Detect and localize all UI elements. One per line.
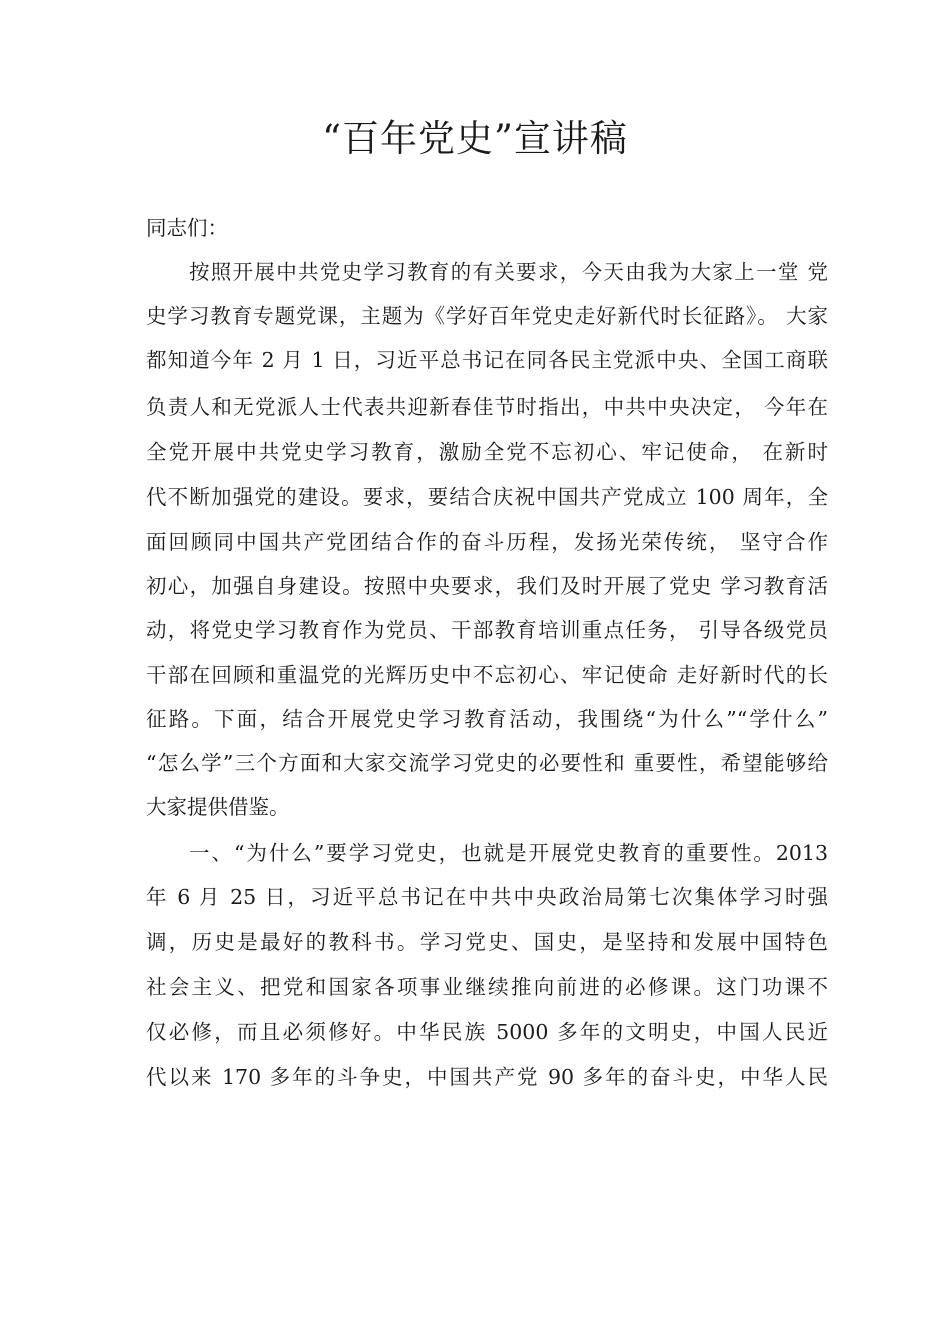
body-line: 都知道今年 2 月 1 日，习近平总书记在同各民主党派中央、全国工商联 [146,348,828,372]
body-line: 代以来 170 多年的斗争史，中国共产党 90 多年的奋斗史，中华人民 [146,1065,828,1089]
body-line: 社会主义、把党和国家各项事业继续推向前进的必修课。这门功课不 [146,975,828,999]
body-line: 动，将党史学习教育作为党员、干部教育培训重点任务， 引导各级党员 [146,618,828,642]
body-line: 大家提供借鉴。 [146,795,290,819]
body-line: 调，历史是最好的教科书。学习党史、国史，是坚持和发展中国特色 [146,930,828,954]
body-line: 面回顾同中国共产党团结合作的奋斗历程，发扬光荣传统， 坚守合作 [146,530,828,554]
body-line: 干部在回顾和重温党的光辉历史中不忘初心、牢记使命 走好新时代的长 [146,663,828,687]
body-line: 年 6 月 25 日，习近平总书记在中共中央政治局第七次集体学习时强 [146,885,828,909]
document-title: “百年党史”宣讲稿 [322,117,628,160]
body-line: “怎么学”三个方面和大家交流学习党史的必要性和 重要性，希望能够给 [146,751,828,775]
section-heading-line: 一、“为什么”要学习党史，也就是开展党史教育的重要性。2013 [189,841,828,865]
body-line: 代不断加强党的建设。要求，要结合庆祝中国共产党成立 100 周年，全 [146,485,828,509]
salutation: 同志们： [146,216,228,240]
body-line: 史学习教育专题党课，主题为《学好百年党史走好新代时长征路》。 大家 [146,304,828,328]
body-line: 仅必修，而且必须修好。中华民族 5000 多年的文明史，中国人民近 [146,1020,828,1044]
body-line: 全党开展中共党史学习教育，激励全党不忘初心、牢记使命， 在新时 [146,440,828,464]
body-line: 负责人和无党派人士代表共迎新春佳节时指出，中共中央决定， 今年在 [146,395,828,419]
body-line: 按照开展中共党史学习教育的有关要求，今天由我为大家上一堂 党 [189,260,828,284]
body-line: 初心，加强自身建设。按照中央要求，我们及时开展了党史 学习教育活 [146,574,828,598]
body-line: 征路。下面，结合开展党史学习教育活动，我围绕“为什么”“学什么” [146,707,828,731]
